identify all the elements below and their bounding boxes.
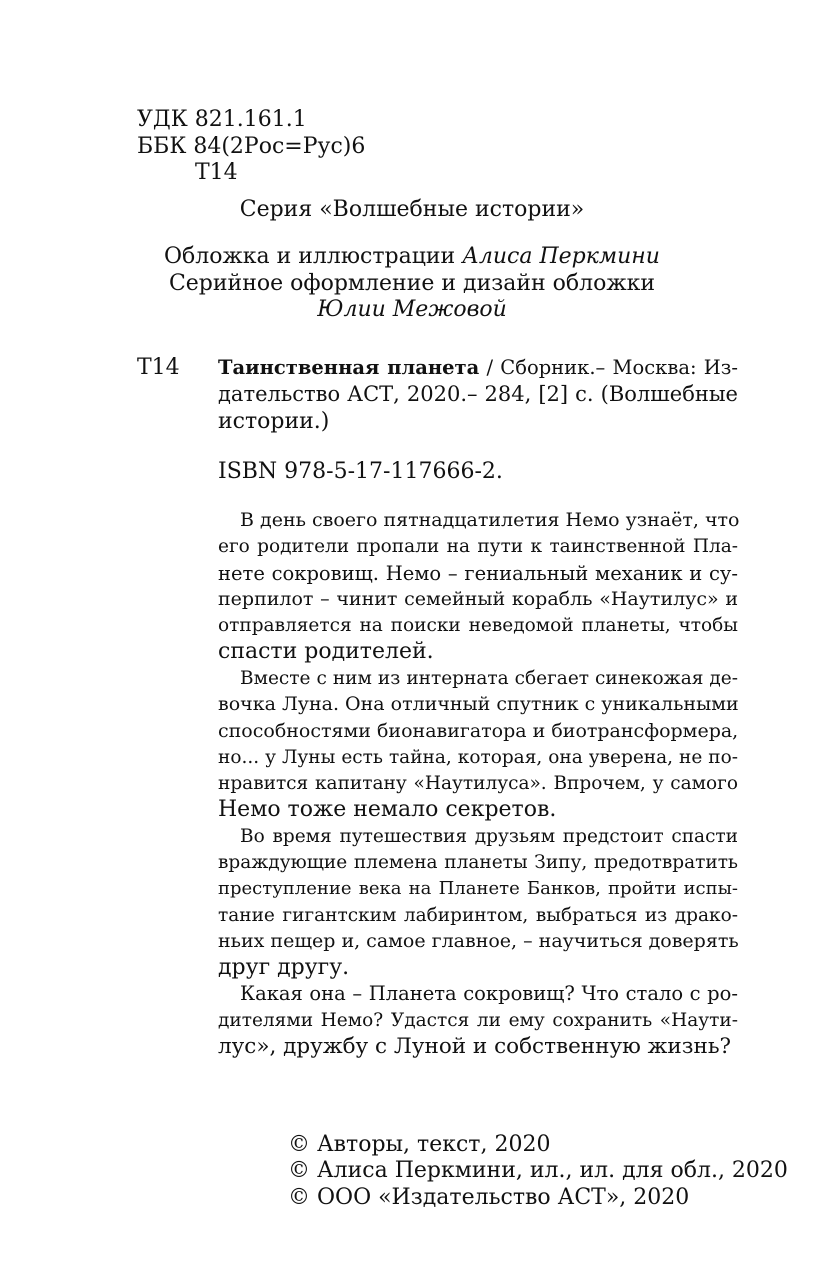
annotation-line: Во время путешествия друзьям предстоит спасти [240, 826, 738, 847]
annotation-line: В день своего пятнадцатилетия Немо узнаёт, что [240, 509, 740, 531]
copyright-line: © Авторы, текст, 2020 [288, 1132, 551, 1157]
annotation-line: лус», дружбу с Луной и собственную жизнь? [218, 1034, 732, 1059]
designer-name: Юлии Межовой [317, 297, 507, 322]
annotation-line: дителями Немо? Удастся ли ему сохранить «Наути- [218, 1010, 738, 1031]
copyright-line: © Алиса Перкмини, ил., ил. для обл., 2020 [288, 1158, 788, 1183]
catalog-line-3: истории.) [218, 409, 330, 434]
annotation-line: Какая она – Планета сокровищ? Что стало с ро- [240, 982, 738, 1005]
annotation-line: перпилот – чинит семейный корабль «Наутилус» и [218, 588, 738, 610]
annotation-line: вочка Луна. Она отличный спутник с уникальными [218, 693, 739, 715]
annotation-line: враждующие племена планеты Зипу, предотвратить [218, 852, 738, 873]
annotation-line: преступление века на Планете Банков, пройти испы- [218, 878, 738, 899]
annotation-line: тание гигантским лабиринтом, выбраться из драко- [218, 905, 738, 926]
annotation-line: отправляется на поиски неведомой планеты, чтобы [218, 615, 738, 636]
cover-artist: Алиса Перкмини [462, 244, 660, 269]
design-credit: Серийное оформление и дизайн обложки [168, 271, 656, 296]
annotation-line: ньих пещер и, самое главное, – научиться доверять [218, 930, 739, 952]
catalog-line-1 [218, 354, 738, 381]
annotation-line: друг другу. [218, 955, 350, 980]
annotation-line: его родители пропали на пути к таинственной Пла- [218, 536, 738, 557]
annotation-line: нравится капитану «Наутилуса». Впрочем, у самого [218, 773, 738, 794]
annotation-line: Немо тоже немало секретов. [218, 797, 557, 822]
annotation-line: нете сокровищ. Немо – гениальный механик и су- [218, 562, 738, 585]
book-title: Таинственная планета [218, 356, 480, 379]
isbn: ISBN 978-5-17-117666-2. [218, 459, 503, 484]
copyright-line: © ООО «Издательство АСТ», 2020 [288, 1185, 690, 1210]
annotation-line: спасти родителей. [218, 639, 434, 664]
cover-credit-label: Обложка и иллюстрации [164, 244, 463, 269]
cover-credit [0, 243, 824, 270]
series-line: Серия «Волшебные истории» [239, 197, 585, 222]
annotation-line: способностями бионавигатора и биотрансформера, [218, 720, 739, 742]
annotation-line: Вместе с ним из интерната сбегает синекожая де- [240, 668, 738, 689]
annotation-line: но... у Луны есть тайна, которая, она уверена, не по- [218, 747, 738, 768]
catalog-line-1-rest: / Сборник.– Москва: Из- [479, 356, 738, 379]
author-mark: Т14 [195, 160, 238, 185]
bbk-code: ББК 84(2Рос=Рус)6 [137, 134, 366, 159]
udk-code: УДК 821.161.1 [137, 107, 307, 132]
catalog-code: Т14 [137, 355, 180, 380]
catalog-line-2: дательство АСТ, 2020.– 284, [2] с. (Волшебные [218, 382, 738, 406]
